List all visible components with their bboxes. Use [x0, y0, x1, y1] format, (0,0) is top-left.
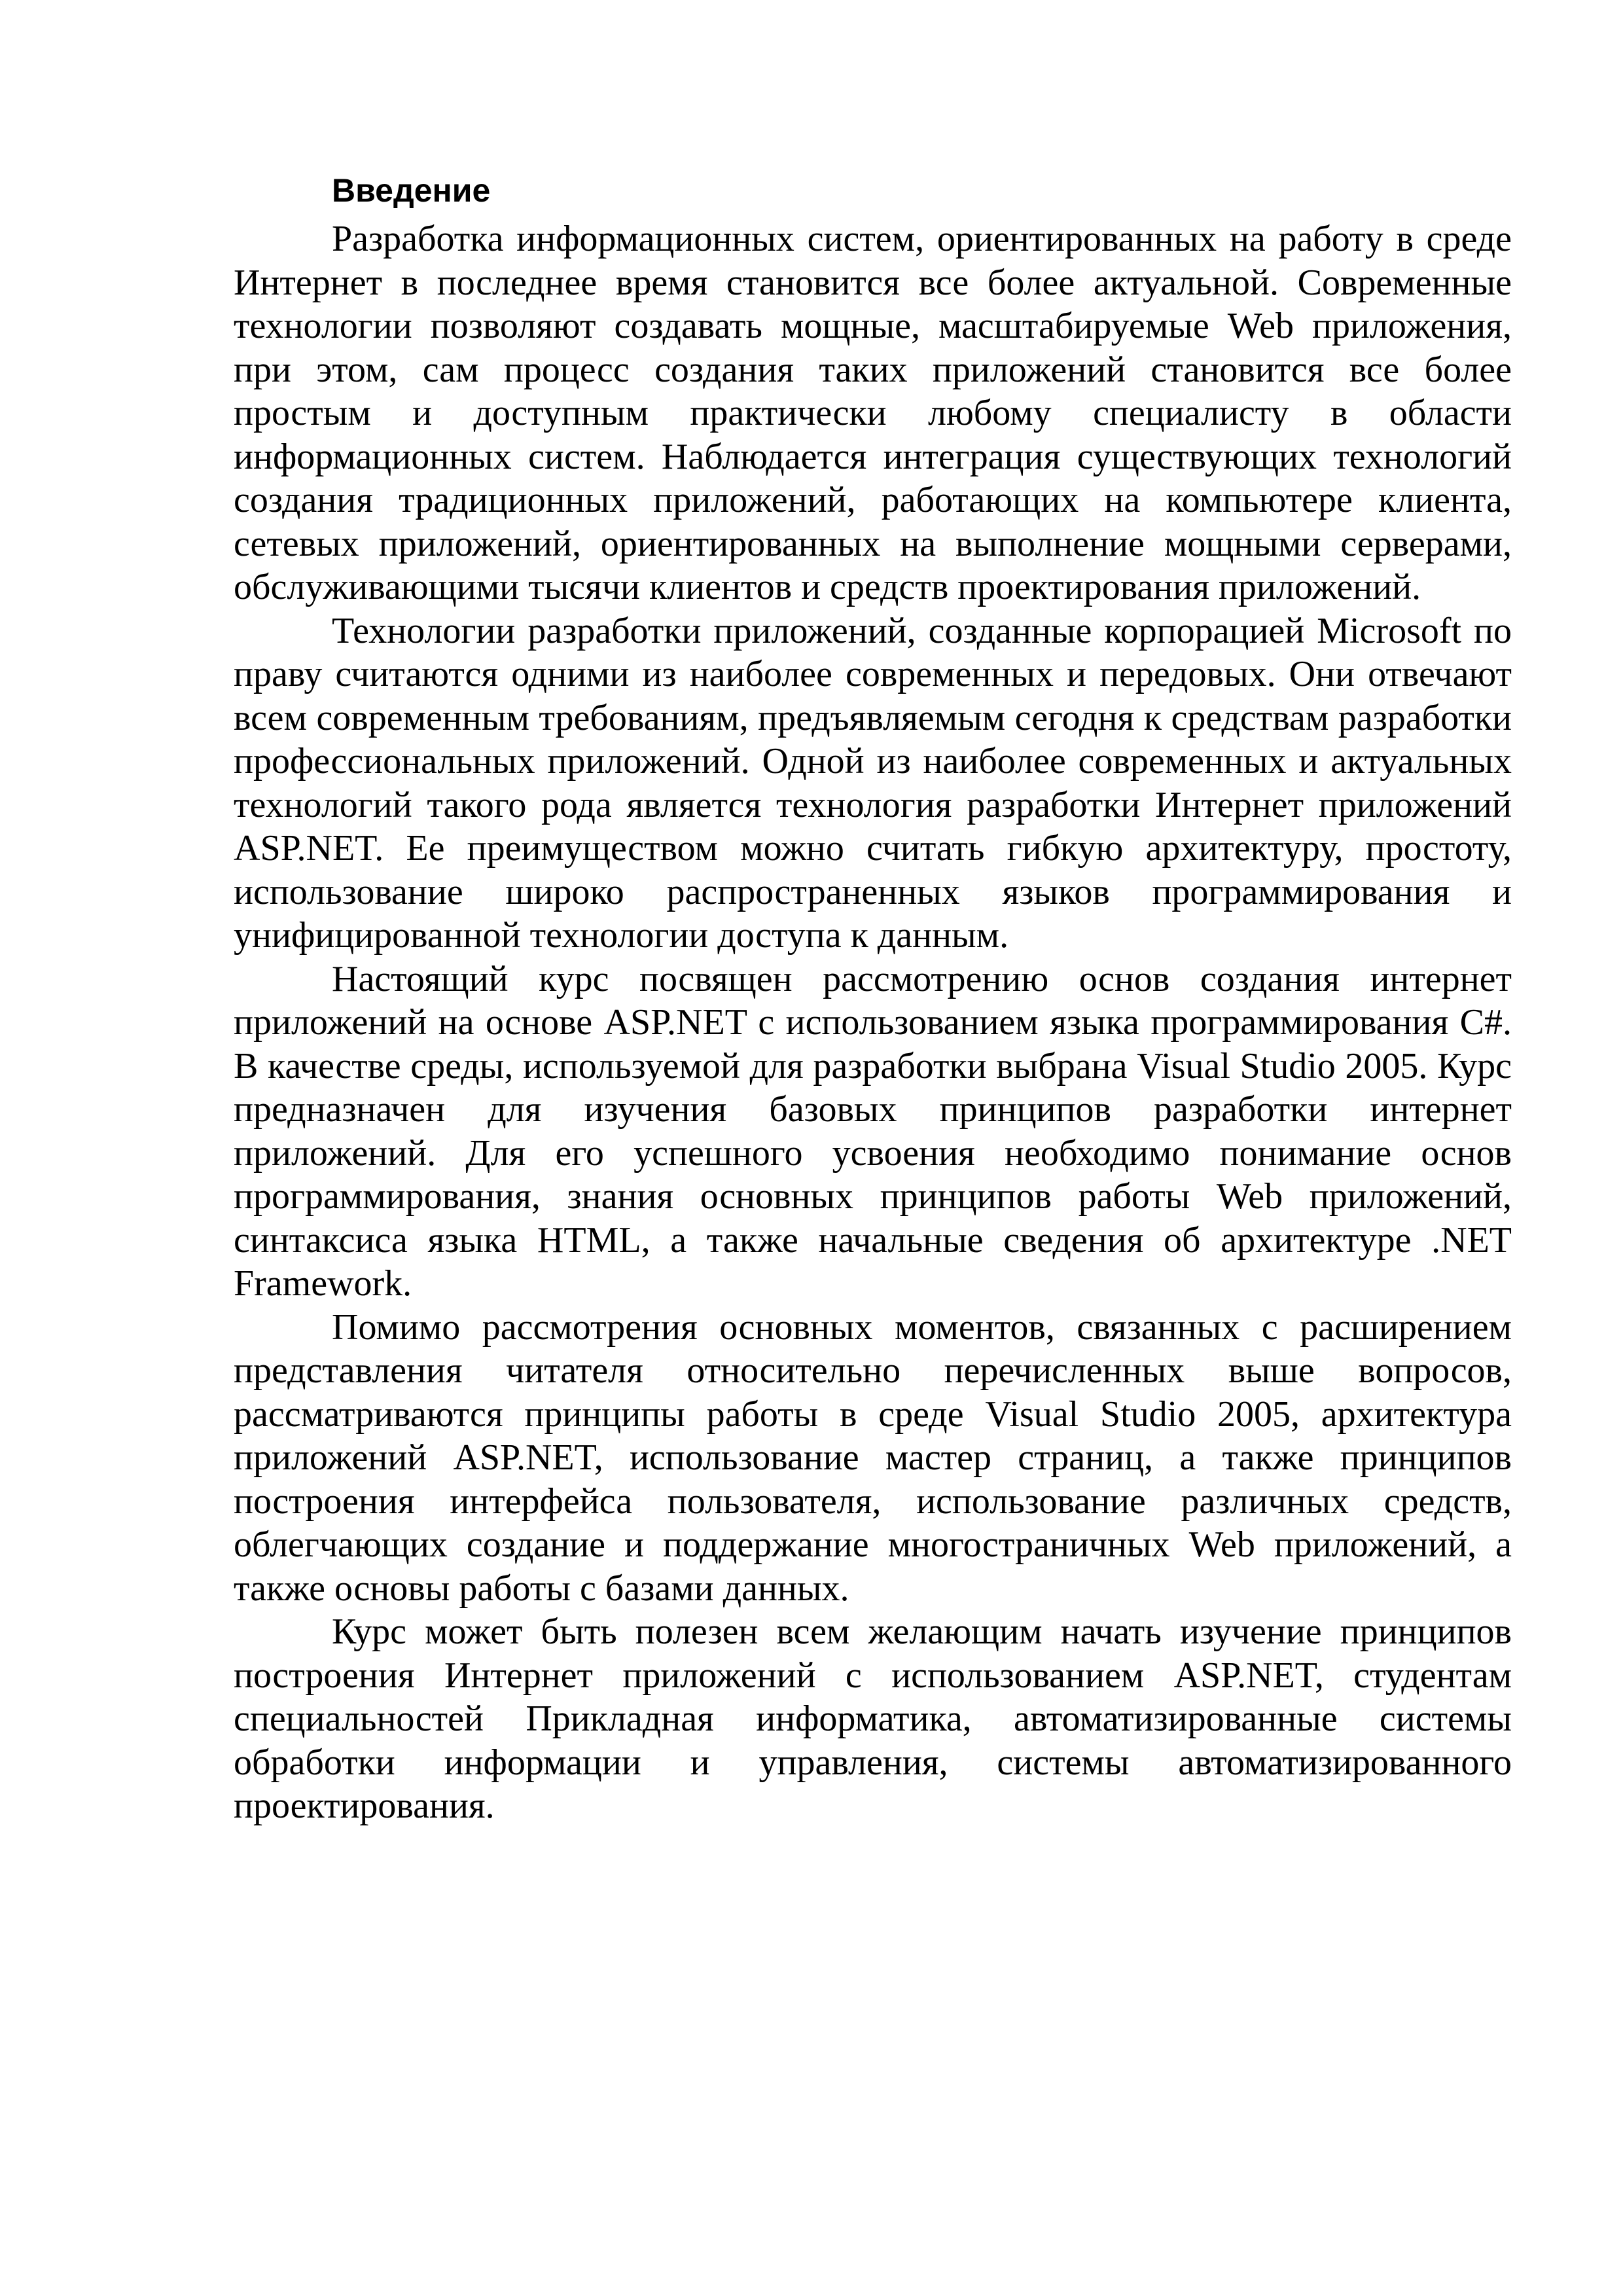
paragraph-4: Помимо рассмотрения основных моментов, связанных с расширением представления читателя относительно перечисленных выше вопросов, рассматриваются принципы работы в среде Visual Studio 2005, архитектура приложений ASP.NET, использование мастер страниц, а также принципов построения интерфейса пользователя, использование различных средств, облегчающих создание и поддержание многостраничных Web приложений, а также основы работы с базами данных.: [234, 1306, 1512, 1609]
paragraph-1: Разработка информационных систем, ориентированных на работу в среде Интернет в последнее время становится все более актуальной. Современные технологии позволяют создавать мощные, масштабируемые Web приложения, при этом, сам процесс создания таких приложений становится все более простым и доступным практически любому специалисту в области информационных систем. Наблюдается интеграция существующих технологий создания традиционных приложений, работающих на компьютере клиента, сетевых приложений, ориентированных на выполнение мощными серверами, обслуживающими тысячи клиентов и средств проектирования приложений.: [234, 219, 1512, 607]
paragraph-2: Технологии разработки приложений, созданные корпорацией Microsoft по праву считаются одними из наиболее современных и передовых. Они отвечают всем современным требованиям, предъявляемым сегодня к средствам разработки профессиональных приложений. Одной из наиболее современных и актуальных технологий такого рода является технология разработки Интернет приложений ASP.NET. Ее преимуществом можно считать гибкую архитектуру, простоту, использование широко распространенных языков программирования и унифицированной технологии доступа к данным.: [234, 610, 1512, 956]
paragraph-5: Курс может быть полезен всем желающим начать изучение принципов построения Интернет приложений с использованием ASP.NET, студентам специальностей Прикладная информатика, автоматизированные системы обработки информации и управления, системы автоматизированного проектирования.: [234, 1611, 1512, 1826]
paragraph-3: Настоящий курс посвящен рассмотрению основ создания интернет приложений на основе ASP.NET с использованием языка программирования C#. В качестве среды, используемой для разработки выбрана Visual Studio 2005. Курс предназначен для изучения базовых принципов разработки интернет приложений. Для его успешного усвоения необходимо понимание основ программирования, знания основных принципов работы Web приложений, синтаксиса языка HTML, а также начальные сведения об архитектуре .NET Framework.: [234, 958, 1512, 1304]
document-body: [234, 164, 1512, 1828]
section-title: Введение: [332, 172, 491, 209]
